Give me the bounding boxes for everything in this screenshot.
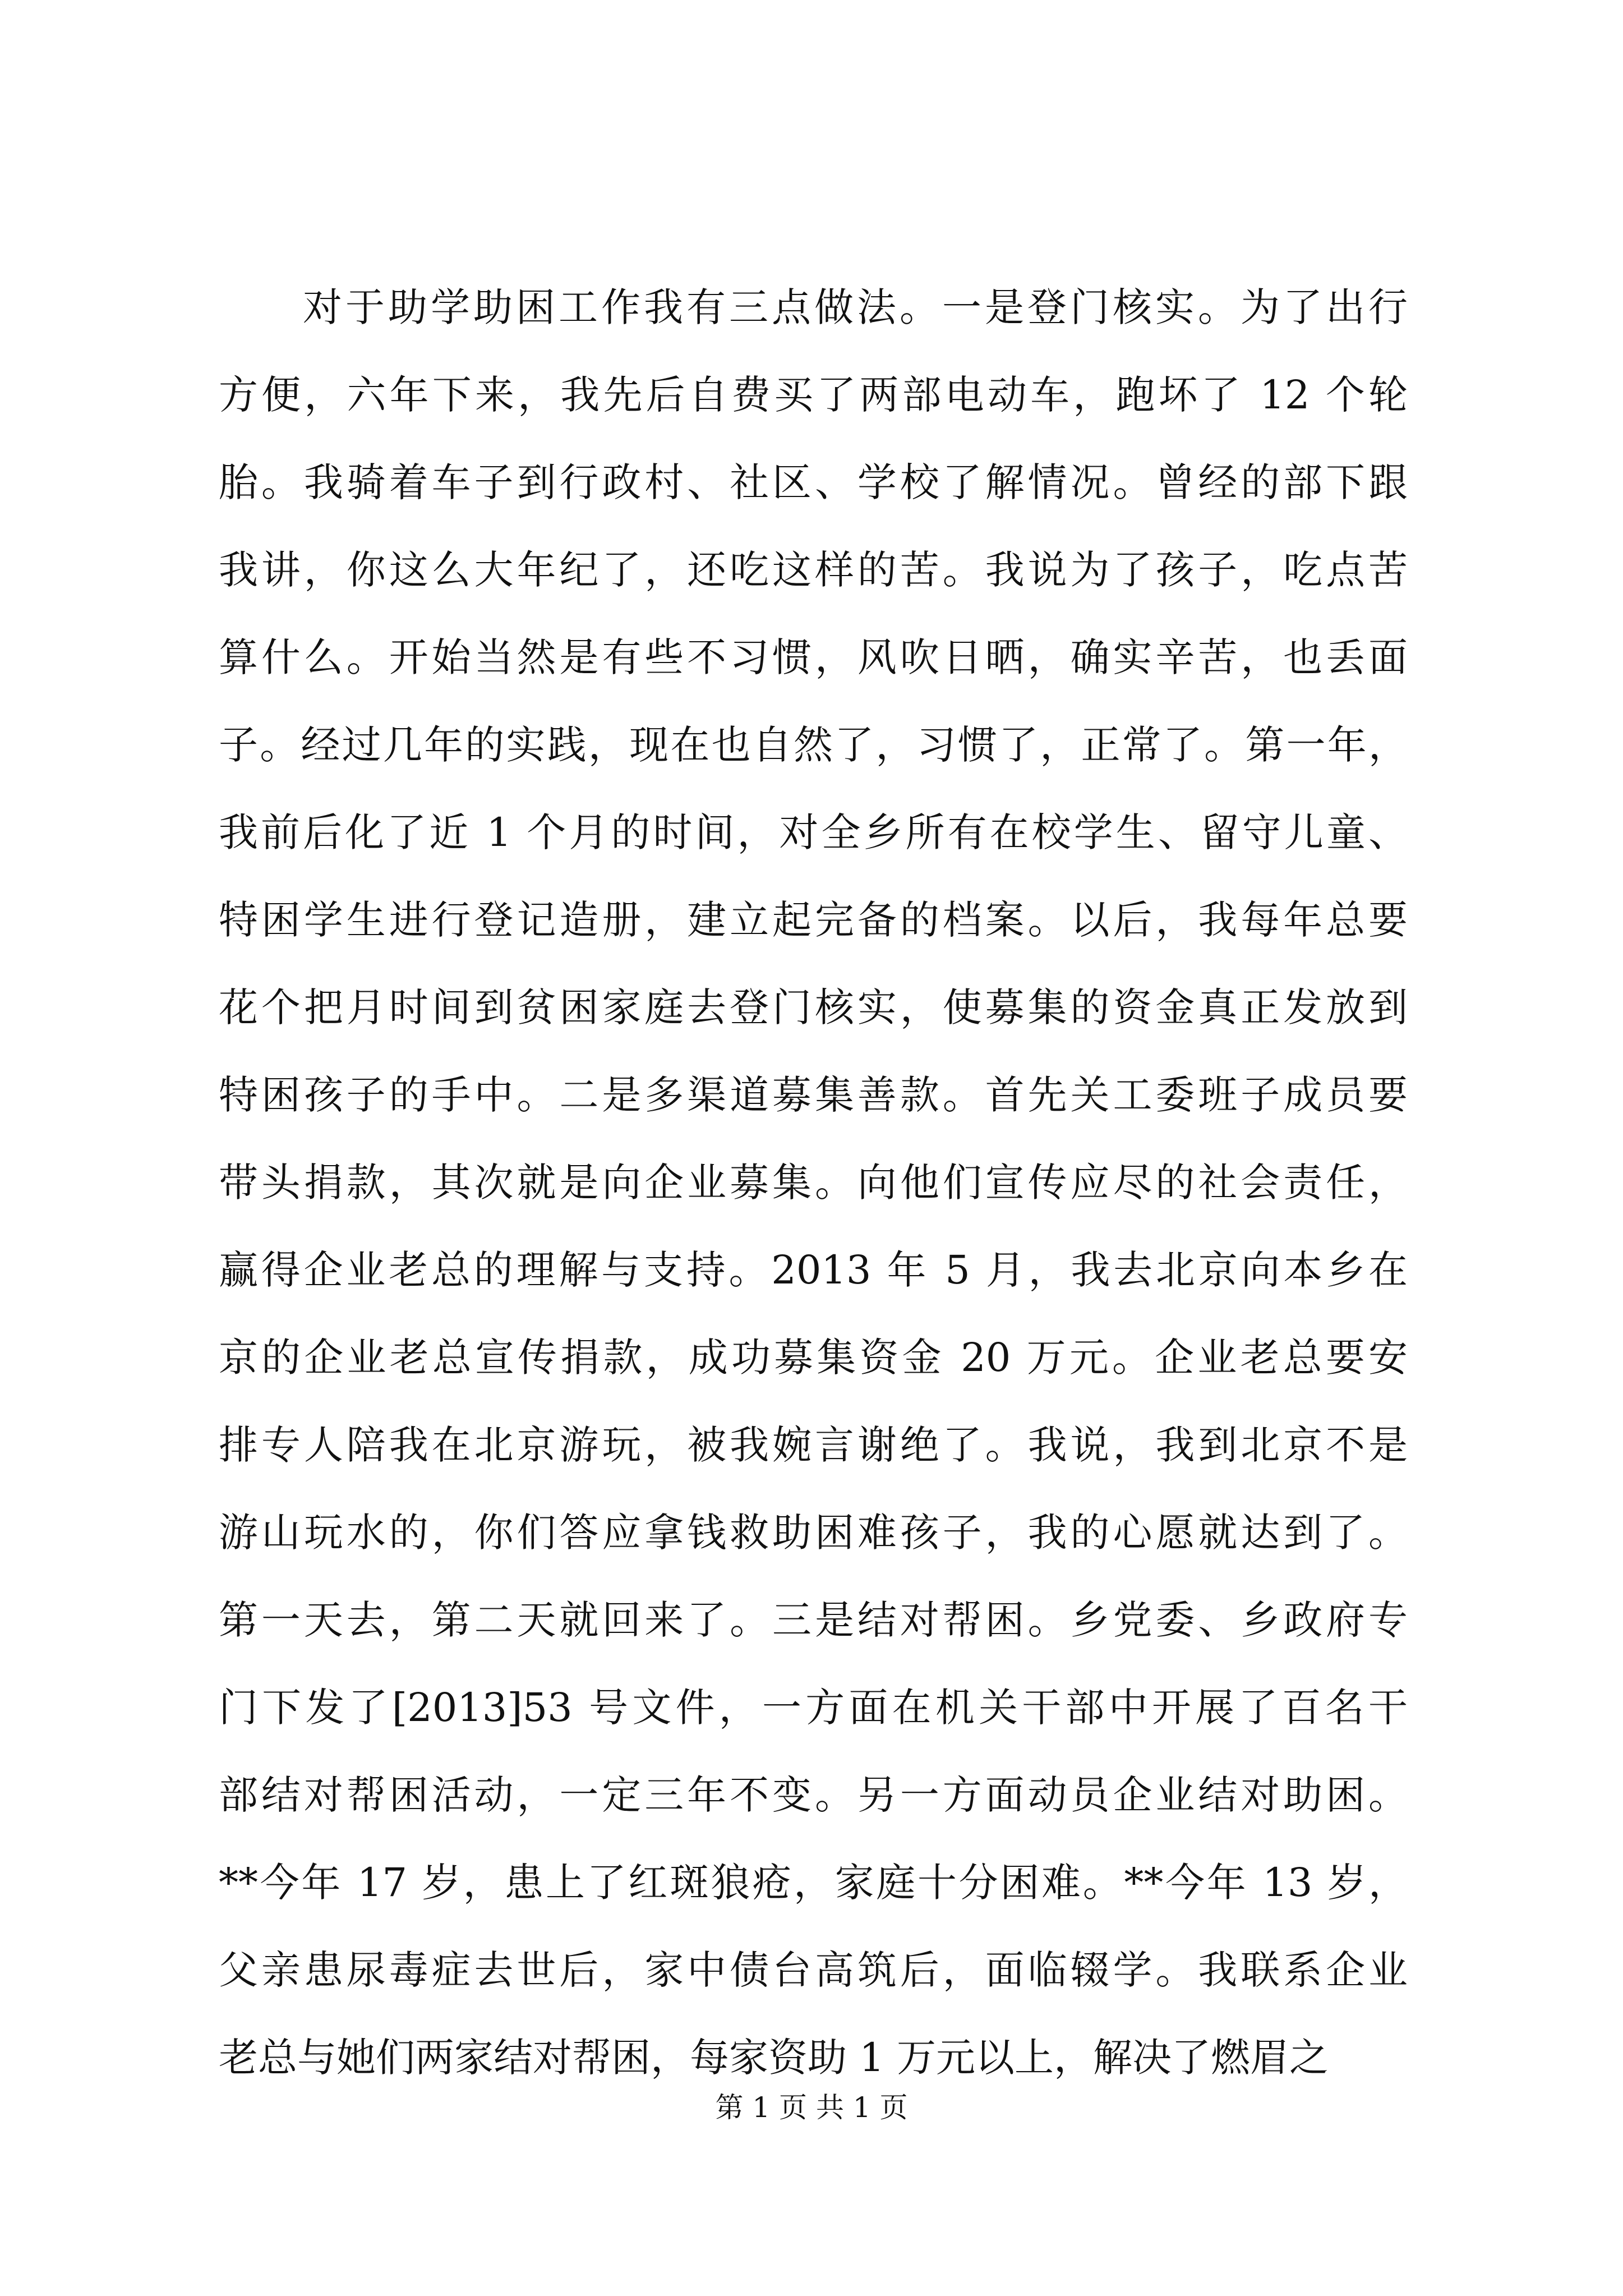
text-line: 花个把月时间到贫困家庭去登门核实，使募集的资金真正发放到 xyxy=(219,984,1408,1030)
text-line: 算什么。开始当然是有些不习惯，风吹日晒，确实辛苦，也丢面 xyxy=(219,634,1408,680)
text-line: 方便，六年下来，我先后自费买了两部电动车，跑坏了 12 个轮 xyxy=(219,372,1408,418)
text-line: 父亲患尿毒症去世后，家中债台高筑后，面临辍学。我联系企业 xyxy=(219,1947,1408,1993)
text-line: 特困孩子的手中。二是多渠道募集善款。首先关工委班子成员要 xyxy=(219,1072,1408,1118)
text-line: 带头捐款，其次就是向企业募集。向他们宣传应尽的社会责任， xyxy=(219,1159,1408,1205)
text-line: 对于助学助困工作我有三点做法。一是登门核实。为了出行 xyxy=(303,284,1408,330)
text-line: **今年 17 岁，患上了红斑狼疮，家庭十分困难。**今年 13 岁， xyxy=(219,1860,1408,1906)
text-line: 门下发了[2013]53 号文件，一方面在机关干部中开展了百名干 xyxy=(219,1685,1408,1731)
page-footer: 第 1 页 共 1 页 xyxy=(715,2091,908,2124)
text-line: 我讲，你这么大年纪了，还吃这样的苦。我说为了孩子，吃点苦 xyxy=(219,547,1408,593)
text-line: 特困学生进行登记造册，建立起完备的档案。以后，我每年总要 xyxy=(219,897,1408,943)
text-line: 我前后化了近 1 个月的时间，对全乡所有在校学生、留守儿童、 xyxy=(219,809,1408,855)
body-paragraph xyxy=(219,264,1408,2101)
text-line: 赢得企业老总的理解与支持。2013 年 5 月，我去北京向本乡在 xyxy=(219,1247,1408,1293)
text-line: 老总与她们两家结对帮困，每家资助 1 万元以上，解决了燃眉之 xyxy=(219,2035,1329,2081)
text-line: 京的企业老总宣传捐款，成功募集资金 20 万元。企业老总要安 xyxy=(219,1335,1408,1381)
text-line: 第一天去，第二天就回来了。三是结对帮困。乡党委、乡政府专 xyxy=(219,1597,1408,1643)
text-line: 部结对帮困活动，一定三年不变。另一方面动员企业结对助困。 xyxy=(219,1772,1408,1818)
text-line: 胎。我骑着车子到行政村、社区、学校了解情况。曾经的部下跟 xyxy=(219,459,1408,505)
text-line: 排专人陪我在北京游玩，被我婉言谢绝了。我说，我到北京不是 xyxy=(219,1422,1408,1468)
text-line: 游山玩水的，你们答应拿钱救助困难孩子，我的心愿就达到了。 xyxy=(219,1510,1408,1556)
text-line: 子。经过几年的实践，现在也自然了，习惯了，正常了。第一年， xyxy=(219,722,1408,768)
